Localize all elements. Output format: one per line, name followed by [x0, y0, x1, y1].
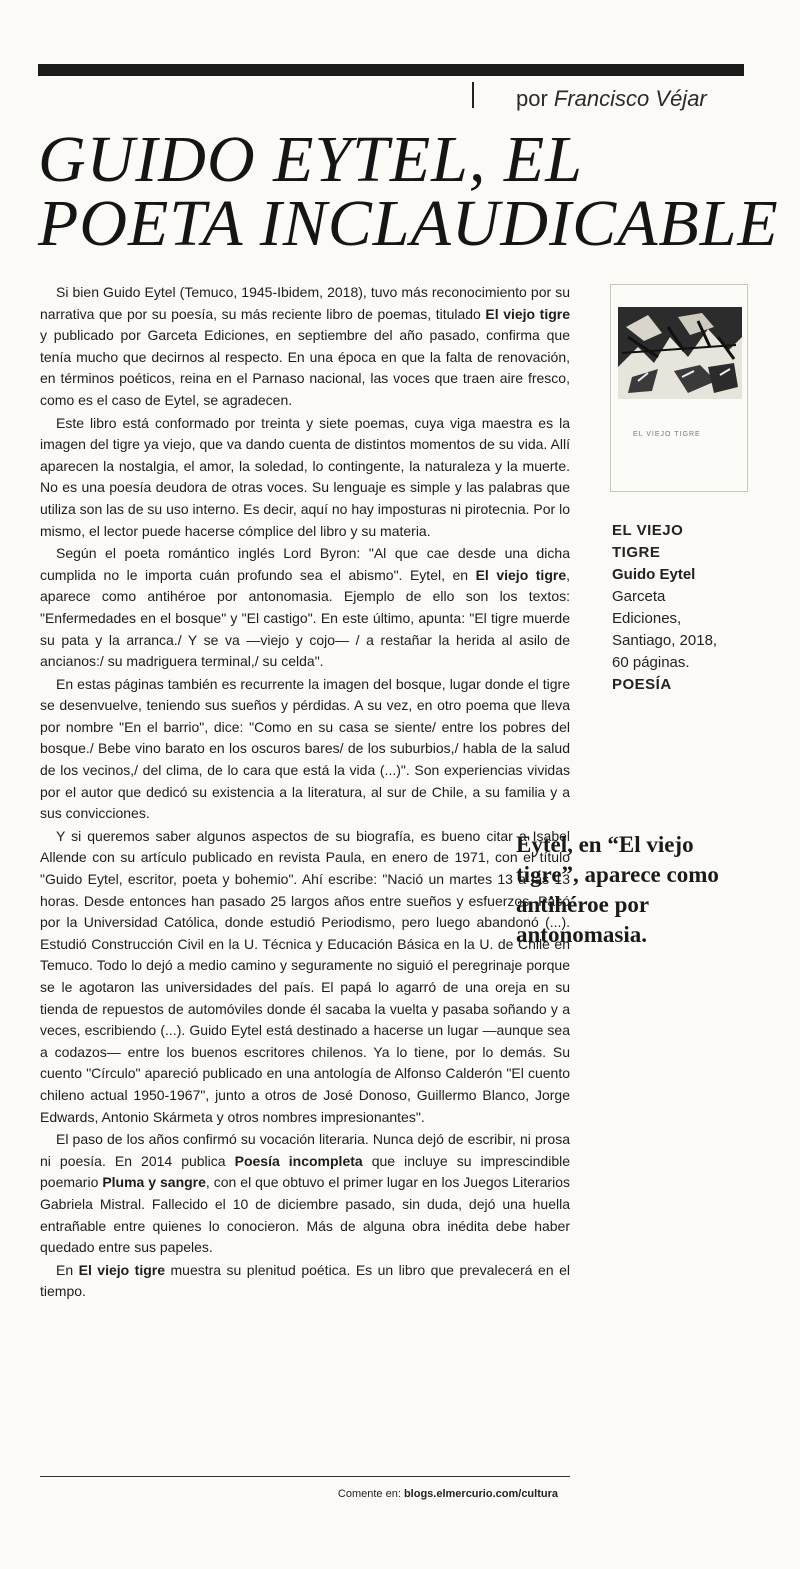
book-title-mention: El viejo tigre — [78, 1261, 166, 1278]
article-paragraph — [40, 1129, 570, 1259]
book-cover-image — [610, 284, 748, 492]
headline — [38, 123, 779, 260]
paragraph-text: y publicado por Garceta Ediciones, en septiembre del año pasado, confirma que tenía mucho que decirnos al respecto. En una época en que la falta de renovación, en términos poéticos, reina en el Parnaso nacional, las voces que traen aire fresco, como es el caso de Eytel, se agradecen. — [40, 327, 570, 408]
paragraph-text: , aparece como antihéroe por antonomasia. Ejemplo de ello son los textos: "Enfermedades en el bosque" y "El castigo". En este último, apunta: "El tigre muerde su pata y la arranca./ Y se va —viejo y cojo— / a restañar la herida al asilo de ancianos:/ su madriguera terminal,/ su celda". — [40, 566, 570, 670]
book-info — [612, 520, 772, 696]
book-title-line-1: EL VIEJO — [612, 522, 684, 539]
book-title-mention: El viejo tigre — [475, 566, 567, 583]
top-rule — [38, 64, 744, 76]
paragraph-text: En — [56, 1261, 79, 1278]
headline-line-2: POETA INCLAUDICABLE — [38, 187, 779, 260]
article-body — [40, 282, 570, 1304]
paragraph-text: En estas páginas también es recurrente la imagen del bosque, lugar donde el tigre se desenvuelve, teniendo sus sueños y pérdidas. A su vez, en otro poema que lleva por nombre "En el barrio", dice: "Como en su casa se siente/ entre los pobres del bosque./ Bebe vino barato en los oscuros bares/ de los suburbios,/ habla de la salud de los vecinos,/ del clima, de lo cara que está la vida (...)". Son experiencias vividas por el autor que dedicó su existencia a la literatura, al sur de Chile, a su familia y a sus convicciones. — [40, 675, 570, 822]
paragraph-text: Este libro está conformado por treinta y siete poemas, cuya viga maestra es la imagen del tigre ya viejo, que va dando cuenta de distintos momentos de su vida. Allí aparecen la nostalgia, el amor, la soledad, lo contingente, la naturaleza y la muerte. No es una poesía deudora de otras voces. Su lenguaje es simple y las palabras que utiliza son las de su uso interno. Es decir, aquí no hay imposturas ni pirotecnia. Por lo mismo, el lector puede hacerse cómplice del libro y su materia. — [40, 414, 570, 539]
pull-quote: Eytel, en “El viejo tigre”, aparece como antihéroe por antonomasia. — [516, 832, 719, 947]
book-publisher-line-1: Garceta — [612, 588, 666, 605]
book-publisher-line-2: Ediciones, — [612, 610, 682, 627]
tiger-illustration-icon — [618, 307, 742, 399]
paragraph-text: , con el que obtuvo el primer lugar en los Juegos Literarios Gabriela Mistral. Fallecido el 10 de diciembre pasado, sin duda, dejó una huella entrañable entre quienes lo conocieron. Más de alguna obra inédita debe haber quedado entre sus papeles. — [40, 1174, 570, 1256]
book-title-line-2: TIGRE — [612, 544, 661, 561]
article-paragraph — [40, 1260, 570, 1303]
article-paragraph — [40, 826, 570, 1128]
byline-prefix: por — [516, 86, 548, 111]
article-paragraph — [40, 413, 570, 543]
book-city-year: Santiago, 2018, — [612, 632, 718, 649]
byline-author: Francisco Véjar — [553, 86, 707, 111]
paragraph-text: muestra su plenitud poética. Es un libro que prevalecerá en el tiempo. — [40, 1261, 571, 1300]
article-paragraph — [40, 543, 570, 673]
byline — [516, 86, 707, 112]
footer-link[interactable]: blogs.elmercurio.com/cultura — [403, 1488, 558, 1500]
byline-separator — [472, 82, 474, 108]
paragraph-text: que incluye su imprescindible poemario — [40, 1152, 571, 1191]
paragraph-text: Si bien Guido Eytel (Temuco, 1945-Ibidem, 2018), tuvo más reconocimiento por su narrativa que por su poesía, su más reciente libro de poemas, titulado — [40, 284, 570, 322]
footer-label: Comente en: — [337, 1488, 401, 1500]
book-title-mention: El viejo tigre — [485, 305, 570, 322]
book-title-mention: Pluma y sangre — [102, 1174, 206, 1191]
bottom-rule — [40, 1476, 570, 1477]
book-pages: 60 páginas. — [612, 654, 690, 671]
book-title-mention: Poesía incompleta — [234, 1152, 363, 1169]
article-paragraph — [40, 282, 570, 412]
footer-note — [40, 1488, 558, 1500]
book-author: Guido Eytel — [612, 566, 696, 583]
book-genre: POESÍA — [612, 676, 672, 693]
paragraph-text: El paso de los años confirmó su vocación literaria. Nunca dejó de escribir, ni prosa ni poesía. En 2014 publica — [40, 1131, 570, 1169]
headline-line-1: GUIDO EYTEL, EL — [38, 123, 583, 196]
book-cover-title: EL VIEJO TIGRE — [633, 431, 701, 438]
paragraph-text: Y si queremos saber algunos aspectos de su biografía, es bueno citar a Isabel Allende con su artículo publicado en revista Paula, en enero de 1971, con el título "Guido Eytel, escritor, poeta y bohemio". Ahí escribe: "Nació un martes 13 a las 13 horas. Desde entonces han pasado 25 largos años entre sueños y esfuerzos. Pasó por la Universidad Católica, donde estudió Periodismo, pero luego abandonó (...). Estudió Construcción Civil en la U. Técnica y Educación Básica en la U. de Chile en Temuco. Todo lo dejó a medio camino y seguramente no siguió el peregrinaje porque se le agotaron las universidades del país. El papá lo agarró de una oreja en su tienda de repuestos de automóviles donde él sacaba la vuelta y pasaba soñando y a veces, escribiendo (...). Guido Eytel está destinado a hacerse un lugar —aunque sea a codazos— entre los buenos escritores chilenos. Ya lo tiene, por lo demás. Su cuento "Círculo" apareció publicado en una antología de Alfonso Calderón "El cuento chileno actual 1950-1967", junto a otros de José Donoso, Guillermo Blanco, Jorge Edwards, Antonio Skármeta y otros nombres impresionantes". — [40, 827, 570, 1125]
paragraph-text: Según el poeta romántico inglés Lord Byron: "Al que cae desde una dicha cumplida no le importa cuán profundo sea el abismo". Eytel, en — [40, 545, 570, 583]
article-paragraph — [40, 674, 570, 825]
